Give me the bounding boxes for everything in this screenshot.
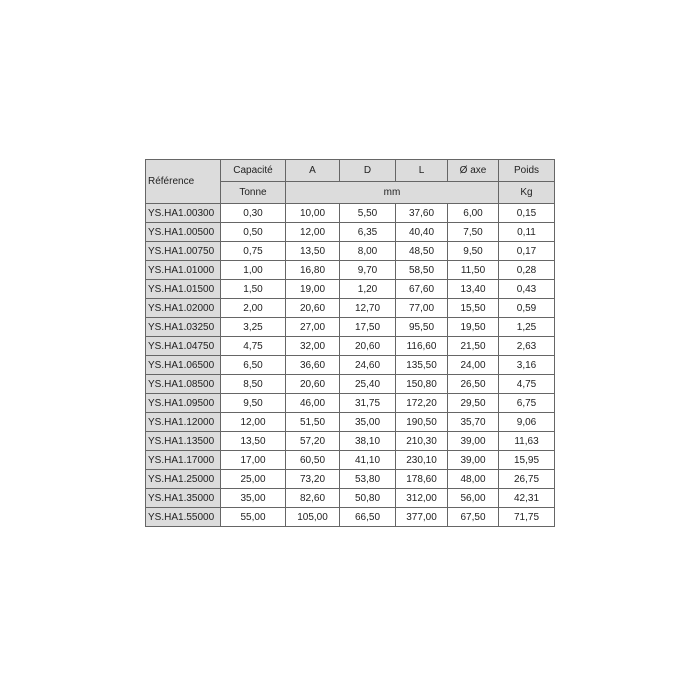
dimension-a-cell: 105,00 [286, 508, 340, 527]
axle-diameter-cell: 35,70 [448, 413, 499, 432]
reference-cell: YS.HA1.00750 [146, 242, 221, 261]
reference-cell: YS.HA1.03250 [146, 318, 221, 337]
dimension-d-cell: 20,60 [340, 337, 396, 356]
weight-cell: 0,15 [499, 204, 555, 223]
table-row [146, 356, 555, 375]
capacity-cell: 0,50 [221, 223, 286, 242]
dimension-a-cell: 32,00 [286, 337, 340, 356]
axle-diameter-cell: 11,50 [448, 261, 499, 280]
dimension-l-column-header: L [396, 160, 448, 182]
dimension-d-cell: 9,70 [340, 261, 396, 280]
weight-unit-header: Kg [499, 182, 555, 204]
axle-diameter-cell: 19,50 [448, 318, 499, 337]
reference-cell: YS.HA1.55000 [146, 508, 221, 527]
capacity-column-header: Capacité [221, 160, 286, 182]
reference-cell: YS.HA1.08500 [146, 375, 221, 394]
capacity-cell: 8,50 [221, 375, 286, 394]
specifications-table [145, 159, 555, 527]
dimension-a-cell: 19,00 [286, 280, 340, 299]
dimension-a-cell: 10,00 [286, 204, 340, 223]
reference-cell: YS.HA1.02000 [146, 299, 221, 318]
axle-diameter-column-header: Ø axe [448, 160, 499, 182]
dimension-d-cell: 5,50 [340, 204, 396, 223]
capacity-cell: 4,75 [221, 337, 286, 356]
table-row [146, 508, 555, 527]
dimension-d-cell: 31,75 [340, 394, 396, 413]
dimension-l-cell: 150,80 [396, 375, 448, 394]
weight-cell: 42,31 [499, 489, 555, 508]
reference-cell: YS.HA1.25000 [146, 470, 221, 489]
weight-cell: 0,11 [499, 223, 555, 242]
reference-column-header: Référence [146, 160, 221, 204]
dimension-d-cell: 1,20 [340, 280, 396, 299]
axle-diameter-cell: 29,50 [448, 394, 499, 413]
dimension-l-cell: 210,30 [396, 432, 448, 451]
weight-cell: 3,16 [499, 356, 555, 375]
axle-diameter-cell: 48,00 [448, 470, 499, 489]
axle-diameter-cell: 26,50 [448, 375, 499, 394]
capacity-cell: 0,30 [221, 204, 286, 223]
capacity-cell: 1,50 [221, 280, 286, 299]
weight-cell: 0,43 [499, 280, 555, 299]
capacity-cell: 0,75 [221, 242, 286, 261]
dimension-l-cell: 77,00 [396, 299, 448, 318]
axle-diameter-cell: 13,40 [448, 280, 499, 299]
dimension-d-cell: 12,70 [340, 299, 396, 318]
dimension-d-cell: 53,80 [340, 470, 396, 489]
table-row [146, 432, 555, 451]
weight-cell: 2,63 [499, 337, 555, 356]
weight-column-header: Poids [499, 160, 555, 182]
reference-cell: YS.HA1.13500 [146, 432, 221, 451]
dimension-a-cell: 73,20 [286, 470, 340, 489]
dimension-d-cell: 17,50 [340, 318, 396, 337]
weight-cell: 0,59 [499, 299, 555, 318]
axle-diameter-cell: 39,00 [448, 432, 499, 451]
table-row [146, 375, 555, 394]
table-row [146, 413, 555, 432]
weight-cell: 71,75 [499, 508, 555, 527]
dimension-a-column-header: A [286, 160, 340, 182]
axle-diameter-cell: 21,50 [448, 337, 499, 356]
weight-cell: 26,75 [499, 470, 555, 489]
capacity-cell: 1,00 [221, 261, 286, 280]
capacity-cell: 13,50 [221, 432, 286, 451]
table-row [146, 280, 555, 299]
dimension-a-cell: 60,50 [286, 451, 340, 470]
table-row [146, 451, 555, 470]
axle-diameter-cell: 24,00 [448, 356, 499, 375]
dimension-a-cell: 20,60 [286, 375, 340, 394]
dimension-l-cell: 58,50 [396, 261, 448, 280]
dimension-a-cell: 13,50 [286, 242, 340, 261]
dimension-l-cell: 116,60 [396, 337, 448, 356]
weight-cell: 0,28 [499, 261, 555, 280]
reference-cell: YS.HA1.12000 [146, 413, 221, 432]
axle-diameter-cell: 39,00 [448, 451, 499, 470]
dimension-a-cell: 46,00 [286, 394, 340, 413]
dimension-a-cell: 82,60 [286, 489, 340, 508]
capacity-cell: 3,25 [221, 318, 286, 337]
table-header [146, 160, 555, 204]
dimension-d-cell: 41,10 [340, 451, 396, 470]
dimension-d-cell: 6,35 [340, 223, 396, 242]
reference-cell: YS.HA1.04750 [146, 337, 221, 356]
dimension-d-cell: 24,60 [340, 356, 396, 375]
dimension-d-cell: 35,00 [340, 413, 396, 432]
axle-diameter-cell: 15,50 [448, 299, 499, 318]
dimension-l-cell: 190,50 [396, 413, 448, 432]
dimension-a-cell: 12,00 [286, 223, 340, 242]
weight-cell: 1,25 [499, 318, 555, 337]
capacity-cell: 9,50 [221, 394, 286, 413]
axle-diameter-cell: 9,50 [448, 242, 499, 261]
capacity-cell: 2,00 [221, 299, 286, 318]
capacity-cell: 55,00 [221, 508, 286, 527]
header-row-labels [146, 160, 555, 182]
dimension-l-cell: 230,10 [396, 451, 448, 470]
dimension-a-cell: 51,50 [286, 413, 340, 432]
axle-diameter-cell: 7,50 [448, 223, 499, 242]
dimension-l-cell: 172,20 [396, 394, 448, 413]
weight-cell: 4,75 [499, 375, 555, 394]
dimension-d-cell: 38,10 [340, 432, 396, 451]
dimension-d-column-header: D [340, 160, 396, 182]
reference-cell: YS.HA1.00500 [146, 223, 221, 242]
weight-cell: 6,75 [499, 394, 555, 413]
table-row [146, 489, 555, 508]
dimension-d-cell: 50,80 [340, 489, 396, 508]
dimension-a-cell: 16,80 [286, 261, 340, 280]
dimension-l-cell: 178,60 [396, 470, 448, 489]
axle-diameter-cell: 67,50 [448, 508, 499, 527]
weight-cell: 11,63 [499, 432, 555, 451]
axle-diameter-cell: 56,00 [448, 489, 499, 508]
weight-cell: 0,17 [499, 242, 555, 261]
capacity-cell: 12,00 [221, 413, 286, 432]
table-body [146, 204, 555, 527]
dimension-l-cell: 95,50 [396, 318, 448, 337]
reference-cell: YS.HA1.01000 [146, 261, 221, 280]
axle-diameter-cell: 6,00 [448, 204, 499, 223]
weight-cell: 15,95 [499, 451, 555, 470]
dimension-l-cell: 312,00 [396, 489, 448, 508]
reference-cell: YS.HA1.35000 [146, 489, 221, 508]
dimension-d-cell: 66,50 [340, 508, 396, 527]
reference-cell: YS.HA1.01500 [146, 280, 221, 299]
dimension-l-cell: 48,50 [396, 242, 448, 261]
table-row [146, 223, 555, 242]
dimension-l-cell: 67,60 [396, 280, 448, 299]
dimension-a-cell: 36,60 [286, 356, 340, 375]
dimension-d-cell: 8,00 [340, 242, 396, 261]
reference-cell: YS.HA1.06500 [146, 356, 221, 375]
reference-cell: YS.HA1.09500 [146, 394, 221, 413]
table-row [146, 242, 555, 261]
dimension-a-cell: 57,20 [286, 432, 340, 451]
capacity-cell: 17,00 [221, 451, 286, 470]
dimension-l-cell: 377,00 [396, 508, 448, 527]
dimension-l-cell: 135,50 [396, 356, 448, 375]
capacity-cell: 25,00 [221, 470, 286, 489]
dimension-l-cell: 37,60 [396, 204, 448, 223]
dimension-l-cell: 40,40 [396, 223, 448, 242]
dimension-d-cell: 25,40 [340, 375, 396, 394]
capacity-unit-header: Tonne [221, 182, 286, 204]
reference-cell: YS.HA1.00300 [146, 204, 221, 223]
table-row [146, 394, 555, 413]
reference-cell: YS.HA1.17000 [146, 451, 221, 470]
table-row [146, 204, 555, 223]
weight-cell: 9,06 [499, 413, 555, 432]
capacity-cell: 6,50 [221, 356, 286, 375]
table-row [146, 299, 555, 318]
dimension-a-cell: 27,00 [286, 318, 340, 337]
dimensions-unit-header: mm [286, 182, 499, 204]
table-row [146, 337, 555, 356]
table-row [146, 318, 555, 337]
table-row [146, 470, 555, 489]
dimension-a-cell: 20,60 [286, 299, 340, 318]
table-row [146, 261, 555, 280]
capacity-cell: 35,00 [221, 489, 286, 508]
